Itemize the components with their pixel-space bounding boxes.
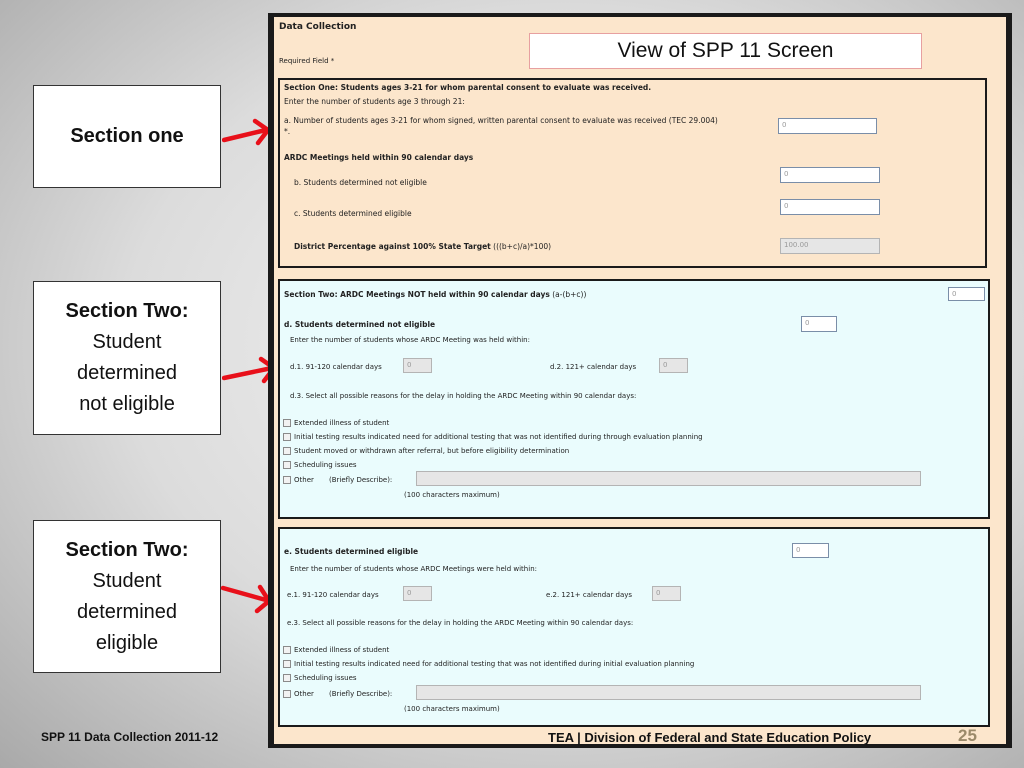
other-label: Other — [294, 476, 314, 484]
reason-label: Extended illness of student — [294, 646, 390, 654]
other-describe-input[interactable] — [416, 471, 921, 486]
callout-line: determined — [76, 362, 178, 384]
reason-checkbox[interactable] — [283, 433, 291, 441]
other-checkbox[interactable] — [283, 690, 291, 698]
max-note: (100 characters maximum) — [404, 705, 500, 713]
field-a-required: *. — [284, 127, 291, 136]
pct-input: 100.00 — [780, 238, 880, 254]
field-b-input[interactable]: 0 — [780, 167, 880, 183]
reason-checkbox[interactable] — [283, 419, 291, 427]
other-describe-input[interactable] — [416, 685, 921, 700]
slide-title: View of SPP 11 Screen — [529, 33, 922, 69]
describe-label: (Briefly Describe): — [329, 476, 393, 484]
reason-checkbox[interactable] — [283, 461, 291, 469]
callout-line: Student — [92, 569, 162, 592]
section-two-formula: (a-(b+c)) — [552, 290, 587, 299]
reason-checkbox[interactable] — [283, 660, 291, 668]
field-a-input[interactable]: 0 — [778, 118, 877, 134]
callout-line: determined — [76, 600, 178, 623]
callout-line: not eligible — [79, 393, 175, 415]
section-one-instruction: Enter the number of students age 3 through 21: — [284, 97, 465, 106]
field-e-input[interactable]: 0 — [792, 543, 829, 558]
section-two-eligible — [278, 527, 990, 727]
ardc-heading: ARDC Meetings held within 90 calendar days — [284, 153, 474, 162]
field-d3-label: d.3. Select all possible reasons for the delay in holding the ARDC Meeting within 90 calendar days: — [290, 392, 637, 400]
callout-line: eligible — [95, 631, 159, 654]
callout-section-one — [33, 85, 221, 188]
section-two-total-input[interactable]: 0 — [948, 287, 985, 301]
field-d2-input[interactable]: 0 — [659, 358, 688, 373]
reason-label: Student moved or withdrawn after referral, but before eligibility determination — [294, 447, 570, 455]
field-e1-label: e.1. 91-120 calendar days — [287, 591, 379, 599]
field-e3-label: e.3. Select all possible reasons for the delay in holding the ARDC Meeting within 90 calendar days: — [287, 619, 634, 627]
arrow-right-icon — [220, 582, 274, 614]
callout-head: Section one — [70, 125, 184, 147]
describe-label: (Briefly Describe): — [329, 690, 393, 698]
pct-label: District Percentage against 100% State Target — [294, 242, 491, 251]
section-one-title: Section One: Students ages 3-21 for whom parental consent to evaluate was received. — [284, 83, 652, 92]
field-d-input[interactable]: 0 — [801, 316, 837, 332]
footer-agency: TEA | Division of Federal and State Education Policy — [548, 730, 872, 745]
field-e1-input[interactable]: 0 — [403, 586, 432, 601]
footer-left: SPP 11 Data Collection 2011-12 — [41, 730, 219, 744]
field-d1-label: d.1. 91-120 calendar days — [290, 363, 382, 371]
page-number: 25 — [958, 726, 977, 745]
field-e-instruction: Enter the number of students whose ARDC Meetings were held within: — [290, 565, 537, 573]
field-c-input[interactable]: 0 — [780, 199, 880, 215]
callout-section-two-not-eligible — [33, 281, 221, 435]
callout-line: Student — [92, 331, 162, 353]
section-two-not-eligible — [278, 279, 990, 519]
section-two-title-row — [284, 290, 586, 299]
callout-head: Section Two: — [65, 538, 189, 561]
callout-head: Section Two: — [65, 300, 189, 322]
max-note: (100 characters maximum) — [404, 491, 500, 499]
arrow-right-icon — [222, 118, 274, 148]
field-e-heading: e. Students determined eligible — [284, 547, 419, 556]
pct-formula: (((b+c)/a)*100) — [493, 242, 552, 251]
reason-label: Scheduling issues — [294, 461, 357, 469]
field-d-instruction: Enter the number of students whose ARDC Meeting was held within: — [290, 336, 530, 344]
section-two-title: Section Two: ARDC Meetings NOT held within 90 calendar days — [284, 290, 550, 299]
section-one — [278, 78, 987, 268]
reason-checkbox[interactable] — [283, 447, 291, 455]
reason-label: Initial testing results indicated need for additional testing that was not identified during initial evaluation planning — [294, 660, 695, 668]
field-e2-label: e.2. 121+ calendar days — [546, 591, 633, 599]
form-header: Data Collection — [279, 22, 357, 32]
reason-checkbox[interactable] — [283, 646, 291, 654]
field-d-heading: d. Students determined not eligible — [284, 320, 436, 329]
field-e2-input[interactable]: 0 — [652, 586, 681, 601]
reason-checkbox[interactable] — [283, 674, 291, 682]
reason-label: Extended illness of student — [294, 419, 390, 427]
callout-section-two-eligible — [33, 520, 221, 673]
other-checkbox[interactable] — [283, 476, 291, 484]
reason-label: Scheduling issues — [294, 674, 357, 682]
field-d2-label: d.2. 121+ calendar days — [550, 363, 637, 371]
data-collection-form — [274, 17, 1006, 744]
field-c-label: c. Students determined eligible — [294, 209, 412, 218]
field-a-label: a. Number of students ages 3-21 for whom signed, written parental consent to evaluate was received (TEC 29.004) — [284, 116, 718, 125]
other-label: Other — [294, 690, 314, 698]
field-b-label: b. Students determined not eligible — [294, 178, 427, 187]
reason-label: Initial testing results indicated need for additional testing that was not identified during through evaluation planning — [294, 433, 703, 441]
field-d1-input[interactable]: 0 — [403, 358, 432, 373]
required-note: Required Field * — [279, 57, 335, 65]
pct-row — [294, 242, 551, 251]
